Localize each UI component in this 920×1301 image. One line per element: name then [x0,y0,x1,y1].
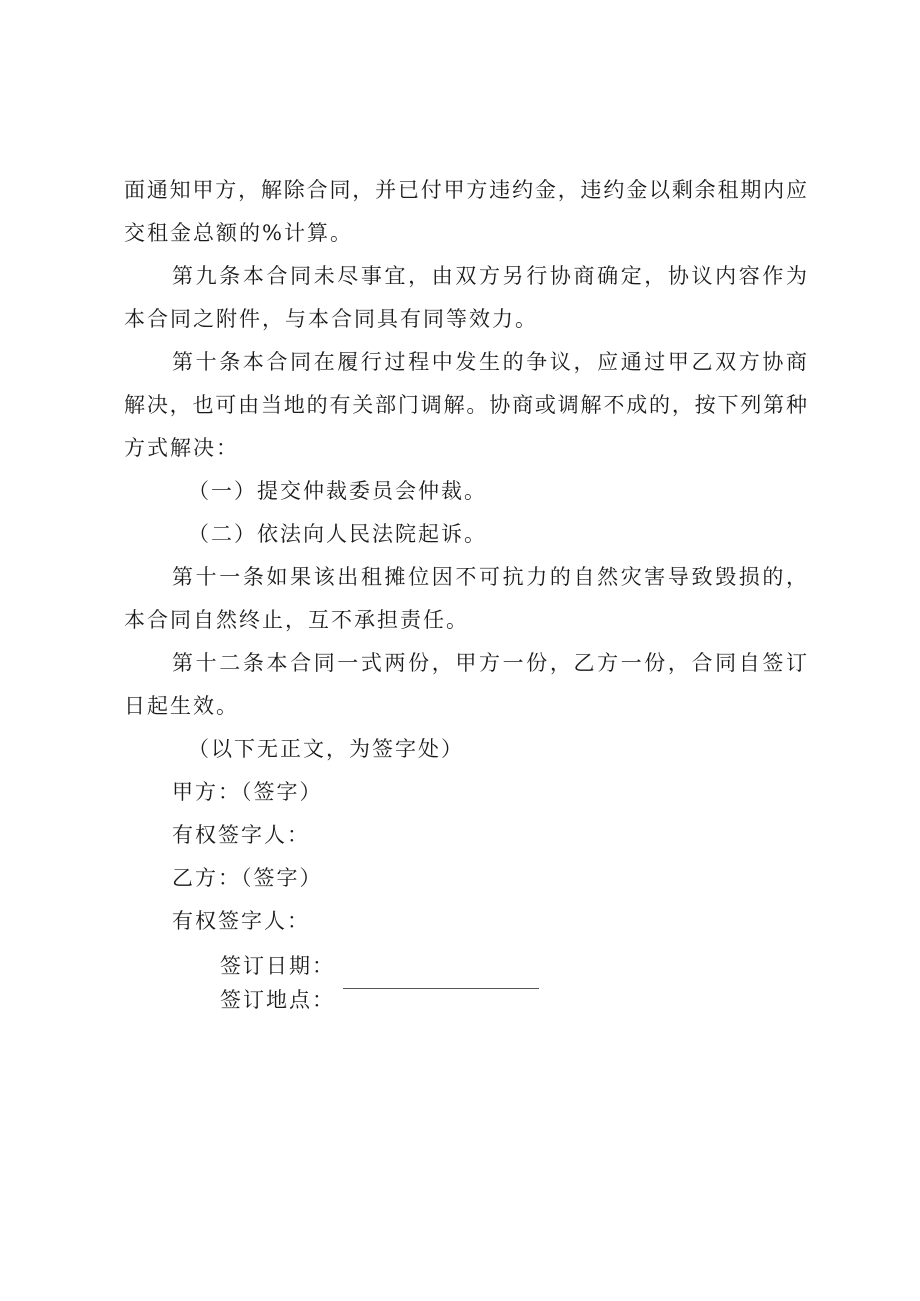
party-b-signer: 有权签字人： [172,909,310,933]
article-10-line: 第十条本合同在履行过程中发生的争议，应通过甲乙双方协商 [172,350,807,374]
option-two: （二）依法向人民法院起诉。 [188,522,487,546]
paragraph-line: 解决，也可由当地的有关部门调解。协商或调解不成的，按下列第种 [124,393,807,417]
no-more-text-note: （以下无正文，为签字处） [188,737,464,761]
sign-date-label: 签订日期： [220,954,335,978]
article-11-line: 第十一条如果该出租摊位因不可抗力的自然灾害导致毁损的， [172,565,807,589]
paragraph-line: 面通知甲方，解除合同，并已付甲方违约金，违约金以剩余租期内应 [124,178,807,202]
party-b-signature: 乙方：（签字） [172,866,323,890]
paragraph-line: 交租金总额的%计算。 [124,221,353,245]
article-9-line: 第九条本合同未尽事宜，由双方另行协商确定，协议内容作为 [172,264,807,288]
party-a-signature: 甲方：（签字） [172,780,323,804]
option-one: （一）提交仲裁委员会仲裁。 [188,479,487,503]
paragraph-line: 日起生效。 [124,694,239,718]
party-a-signer: 有权签字人： [172,823,310,847]
sign-place-label: 签订地点： [220,988,335,1012]
article-12-line: 第十二条本合同一式两份，甲方一份，乙方一份，合同自签订 [172,651,807,675]
paragraph-line: 本合同自然终止，互不承担责任。 [124,608,469,632]
paragraph-line: 本合同之附件，与本合同具有同等效力。 [124,307,538,331]
sign-date-blank-line [343,988,539,989]
paragraph-line: 方式解决： [124,436,239,460]
